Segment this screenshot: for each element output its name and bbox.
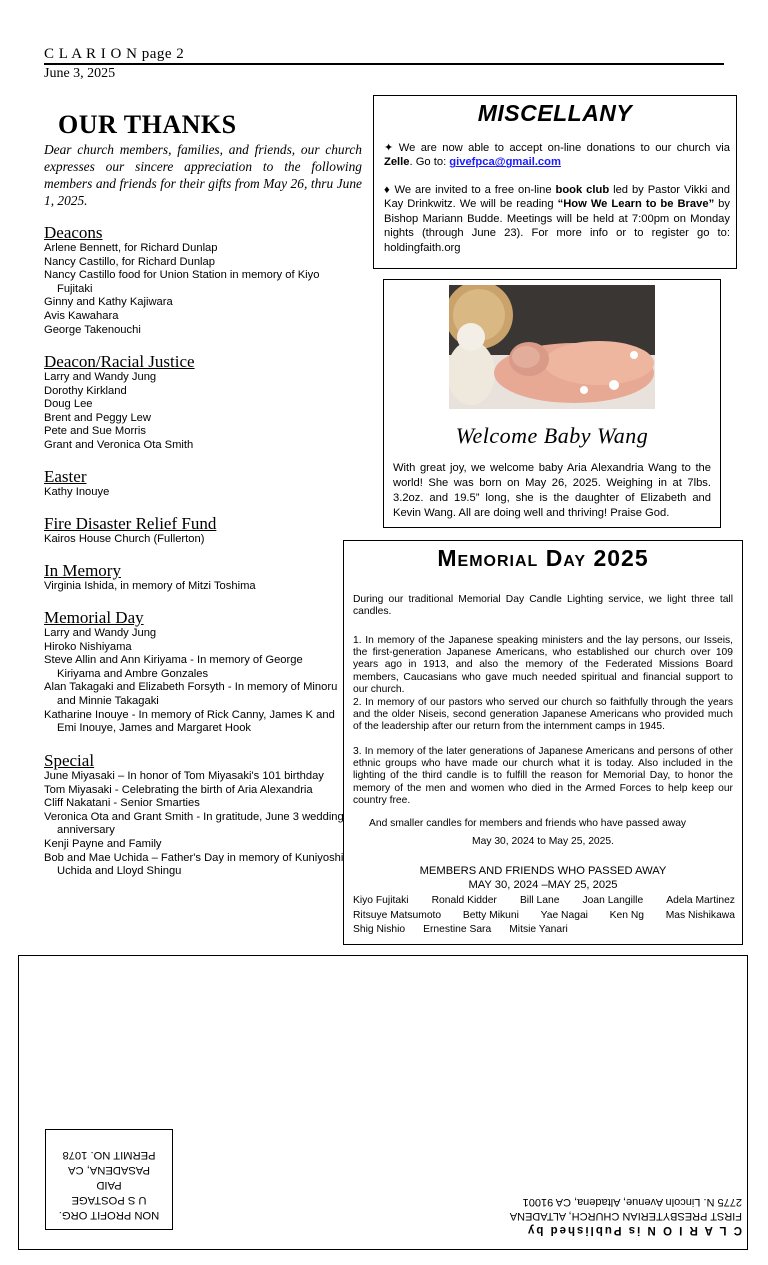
church-address: 2775 N. Lincoln Avenue, Altadena, CA 91001 bbox=[522, 1196, 742, 1208]
thanks-section-in-memory bbox=[44, 561, 344, 594]
passed-away-names bbox=[353, 894, 735, 938]
thanks-intro: Dear church members, families, and friends, our church expresses our sincere appreciation to the following members and friends for their gifts from May 26, thru June 1, 2025. bbox=[44, 142, 362, 208]
miscellany-box bbox=[373, 95, 737, 269]
name: Mitsie Yanari bbox=[509, 924, 568, 935]
donor-entry: Avis Kawahara bbox=[44, 309, 119, 322]
name: Kiyo Fujitaki bbox=[353, 895, 409, 906]
memorial-candle-3: 3. In memory of the later generations of Japanese Americans and persons of other ethnic groups who have made our church what it is today. Also included in the lighting of the third candle is to fulfill the reason for Memorial Day, to honor the memory of the men and women who died in the Armed Forces to help keep our country free. bbox=[353, 746, 733, 806]
donor-entry: Kathy Inouye bbox=[44, 486, 110, 498]
names-row bbox=[353, 894, 735, 909]
name: Betty Mikuni bbox=[462, 909, 519, 921]
section-heading: Fire Disaster Relief Fund bbox=[44, 514, 217, 533]
name: Ronald Kidder bbox=[431, 895, 497, 906]
donor-list bbox=[44, 627, 344, 736]
donor-list bbox=[44, 486, 344, 500]
name: Yae Nagai bbox=[540, 909, 588, 921]
memorial-candle-1: 1. In memory of the Japanese speaking ministers and the lay persons, our Isseis, the first-generation Japanese Americans, who established our church over 109 years ago in 1913, and also the memory of the Federated Missions Board members, Caucasians who gave much needed spiritual and financial support to our church. bbox=[353, 635, 733, 695]
baby-text: With great joy, we welcome baby Aria Alexandria Wang to the world! She was born on May 26, 2025. Weighing in at 7lbs. 3.2oz. and 19.5” long, she is the daughter of Elizabeth and Kevin Wang. All are doing well and thriving! Praise God. bbox=[393, 462, 711, 519]
diamond-bullet-icon: ♦ bbox=[384, 184, 391, 196]
thanks-section-fire-relief bbox=[44, 514, 344, 547]
section-heading: Memorial Day bbox=[44, 608, 144, 627]
newsletter-page-header: C L A R I O N page 2 bbox=[44, 46, 185, 62]
memorial-title: Memorial Day 2025 bbox=[437, 545, 649, 571]
donor-entry: Veronica Ota and Grant Smith - In gratitude, June 3 wedding anniversary bbox=[44, 810, 344, 837]
donor-entry: Virginia Ishida, in memory of Mitzi Toshima bbox=[44, 580, 256, 592]
memorial-intro: During our traditional Memorial Day Candle Lighting service, we light three tall candles. bbox=[353, 594, 733, 618]
donor-list bbox=[44, 242, 344, 337]
thanks-section-racial-justice bbox=[44, 352, 344, 453]
donor-entry: Larry and Wandy Jung bbox=[44, 627, 157, 639]
donor-list bbox=[44, 770, 344, 879]
name: Ritsuye Matsumoto bbox=[353, 909, 442, 921]
name: Shig Nishio bbox=[353, 924, 406, 935]
donor-entry: Cliff Nakatani - Senior Smarties bbox=[44, 797, 200, 810]
baby-title: Welcome Baby Wang bbox=[455, 423, 649, 448]
miscellany-title: MISCELLANY bbox=[477, 100, 633, 126]
donor-entry: Steve Allin and Ann Kiriyama - In memory of George Kiriyama and Ambre Gonzales bbox=[44, 654, 303, 680]
memorial-smaller-candles: And smaller candles for members and friends who have passed away bbox=[369, 818, 687, 829]
memorial-day-box bbox=[343, 540, 743, 945]
donor-entry: Grant and Veronica Ota Smith bbox=[44, 438, 194, 451]
thanks-section-deacons bbox=[44, 223, 344, 337]
donor-entry: Tom Miyasaki - Celebrating the birth of Aria Alexandria bbox=[44, 783, 313, 796]
baby-photo bbox=[449, 285, 655, 409]
postage-permit: NON PROFIT ORG. U S POSTAGE PAID PASADENA, CA PERMIT NO. 1078 bbox=[45, 1129, 173, 1230]
names-row bbox=[353, 923, 735, 938]
donor-entry: Kairos House Church (Fullerton) bbox=[44, 533, 205, 545]
name: Joan Langille bbox=[582, 895, 644, 906]
section-heading: Deacon/Racial Justice bbox=[44, 352, 195, 371]
name: Bill Lane bbox=[519, 895, 560, 906]
donor-entry: George Takenouchi bbox=[44, 323, 141, 336]
book-club-notice: ♦ We are invited to a free on-line book club led by Pastor Vikki and Kay Drinkwitz. We will be reading “How We Learn to be Brave” by Bishop Mariann Budde. Meetings will be held at 7:00pm on Monday nights (through June 23). For more info or to register go to: holdingfaith.org bbox=[384, 184, 730, 254]
donor-entry: Nancy Castillo food for Union Station in memory of Kiyo Fujitaki bbox=[44, 269, 320, 295]
donor-entry: Nancy Castillo, for Richard Dunlap bbox=[44, 255, 215, 268]
donor-entry: Katharine Inouye - In memory of Rick Canny, James K and Emi Inouye, James and Margaret Hook bbox=[44, 708, 335, 735]
passed-away-heading: MEMBERS AND FRIENDS WHO PASSED AWAY MAY 30, 2024 –MAY 25, 2025 bbox=[419, 865, 667, 891]
memorial-dates: May 30, 2024 to May 25, 2025. bbox=[472, 836, 614, 847]
thanks-title: OUR THANKS bbox=[58, 110, 237, 139]
donor-entry: Bob and Mae Uchida – Father's Day in memory of Kuniyoshi Uchida and Lloyd Shingu bbox=[44, 851, 344, 878]
donor-entry: Dorothy Kirkland bbox=[44, 384, 127, 397]
donor-list bbox=[44, 580, 344, 594]
donor-list bbox=[44, 371, 344, 453]
newsletter-date: June 3, 2025 bbox=[44, 66, 116, 81]
published-by: C L A R I O N is Published by bbox=[525, 1224, 742, 1236]
donor-entry: Doug Lee bbox=[44, 398, 93, 411]
donor-entry: June Miyasaki – In honor of Tom Miyasaki's 101 birthday bbox=[44, 770, 324, 782]
names-row bbox=[353, 909, 735, 924]
section-heading: Easter bbox=[44, 467, 87, 486]
name: Ken Ng bbox=[609, 909, 645, 921]
memorial-candle-2: 2. In memory of our pastors who served our church so faithfully through the years and the older Niseis, second generation Japanese Americans who provided much of the leadership after our return from the internment camps in 1945. bbox=[353, 697, 733, 733]
section-heading: Special bbox=[44, 751, 95, 770]
name: Ernestine Sara bbox=[423, 924, 492, 935]
thanks-section-memorial-day bbox=[44, 608, 344, 736]
donor-entry: Brent and Peggy Lew bbox=[44, 411, 151, 424]
donor-entry: Kenji Payne and Family bbox=[44, 837, 162, 850]
donor-entry: Pete and Sue Morris bbox=[44, 425, 146, 438]
donor-entry: Arlene Bennett, for Richard Dunlap bbox=[44, 242, 218, 254]
section-heading: Deacons bbox=[44, 223, 103, 242]
header-divider bbox=[44, 63, 724, 65]
star-bullet-icon: ✦ bbox=[384, 142, 394, 154]
donor-entry: Alan Takagaki and Elizabeth Forsyth - In memory of Minoru and Minnie Takagaki bbox=[44, 681, 338, 707]
donor-list bbox=[44, 533, 344, 547]
name: Mas Nishikawa bbox=[665, 909, 735, 921]
thanks-section-special bbox=[44, 751, 344, 879]
return-address bbox=[480, 1195, 742, 1237]
zelle-email-link[interactable]: givefpca@gmail.com bbox=[449, 156, 561, 169]
donor-entry: Hiroko Nishiyama bbox=[44, 640, 132, 653]
zelle-notice: ✦ We are now able to accept on-line donations to our church via Zelle. Go to: givefpca@gmail.com bbox=[384, 142, 730, 169]
name: Adela Martinez bbox=[666, 895, 735, 906]
section-heading: In Memory bbox=[44, 561, 121, 580]
donor-entry: Ginny and Kathy Kajiwara bbox=[44, 296, 173, 309]
church-name: FIRST PRESBYTERIAN CHURCH, ALTADENA bbox=[509, 1210, 742, 1222]
baby-announcement-box bbox=[383, 279, 721, 528]
donor-entry: Larry and Wandy Jung bbox=[44, 371, 157, 383]
thanks-section-easter bbox=[44, 467, 344, 500]
